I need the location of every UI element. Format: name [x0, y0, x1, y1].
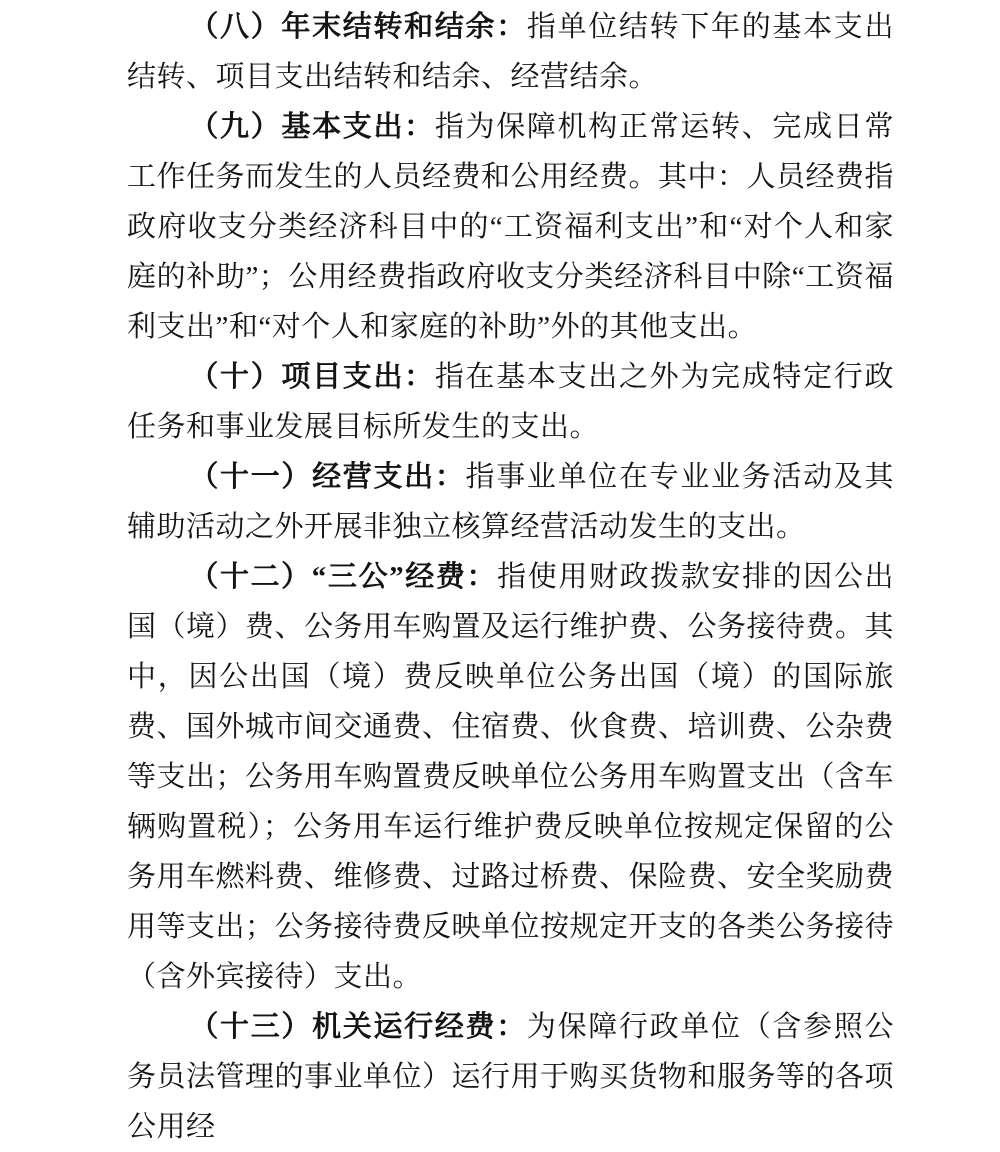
term-label: （九）基本支出： — [189, 111, 435, 143]
term-label: （十二）“三公”经费： — [189, 561, 498, 593]
para-agency-operating-funds — [127, 1002, 894, 1152]
definition-text: 指使用财政拨款安排的因公出国（境）费、公务用车购置及运行维护费、公务接待费。其中，因公出国（境）费反映单位公务出国（境）的国际旅费、国外城市间交通费、住宿费、伙食费、培训费、公杂费等支出；公务用车购置费反映单位公务用车购置支出（含车辆购置税）；公务用车运行维护费反映单位按规定保留的公务用车燃料费、维修费、过路过桥费、保险费、安全奖励费用等支出；公务接待费反映单位按规定开支的各类公务接待（含外宾接待）支出。 — [127, 561, 895, 993]
term-label: （十一）经营支出： — [189, 461, 466, 493]
para-year-end-carryover-and-surplus — [127, 2, 894, 102]
term-label: （十三）机关运行经费： — [189, 1011, 527, 1043]
term-label: （八）年末结转和结余： — [189, 11, 527, 43]
term-label: （十）项目支出： — [189, 361, 435, 393]
definition-text: 指为保障机构正常运转、完成日常工作任务而发生的人员经费和公用经费。其中：人员经费指政府收支分类经济科目中的“工资福利支出”和“对个人和家庭的补助”；公用经费指政府收支分类经济科目中除“工资福利支出”和“对个人和家庭的补助”外的其他支出。 — [127, 111, 895, 343]
para-operating-expenditure — [127, 452, 894, 552]
definition-text: 指单位结转下年的基本支出结转、项目支出结转和结余、经营结余。 — [127, 11, 894, 93]
para-three-public-funds — [127, 552, 894, 1002]
para-project-expenditure — [127, 352, 894, 452]
definition-text: 指事业单位在专业业务活动及其辅助活动之外开展非独立核算经营活动发生的支出。 — [127, 461, 894, 543]
definition-text: 为保障行政单位（含参照公务员法管理的事业单位）运行用于购买货物和服务等的各项公用经 — [127, 1011, 895, 1143]
definition-text: 指在基本支出之外为完成特定行政任务和事业发展目标所发生的支出。 — [127, 361, 894, 443]
para-basic-expenditure — [127, 102, 894, 352]
